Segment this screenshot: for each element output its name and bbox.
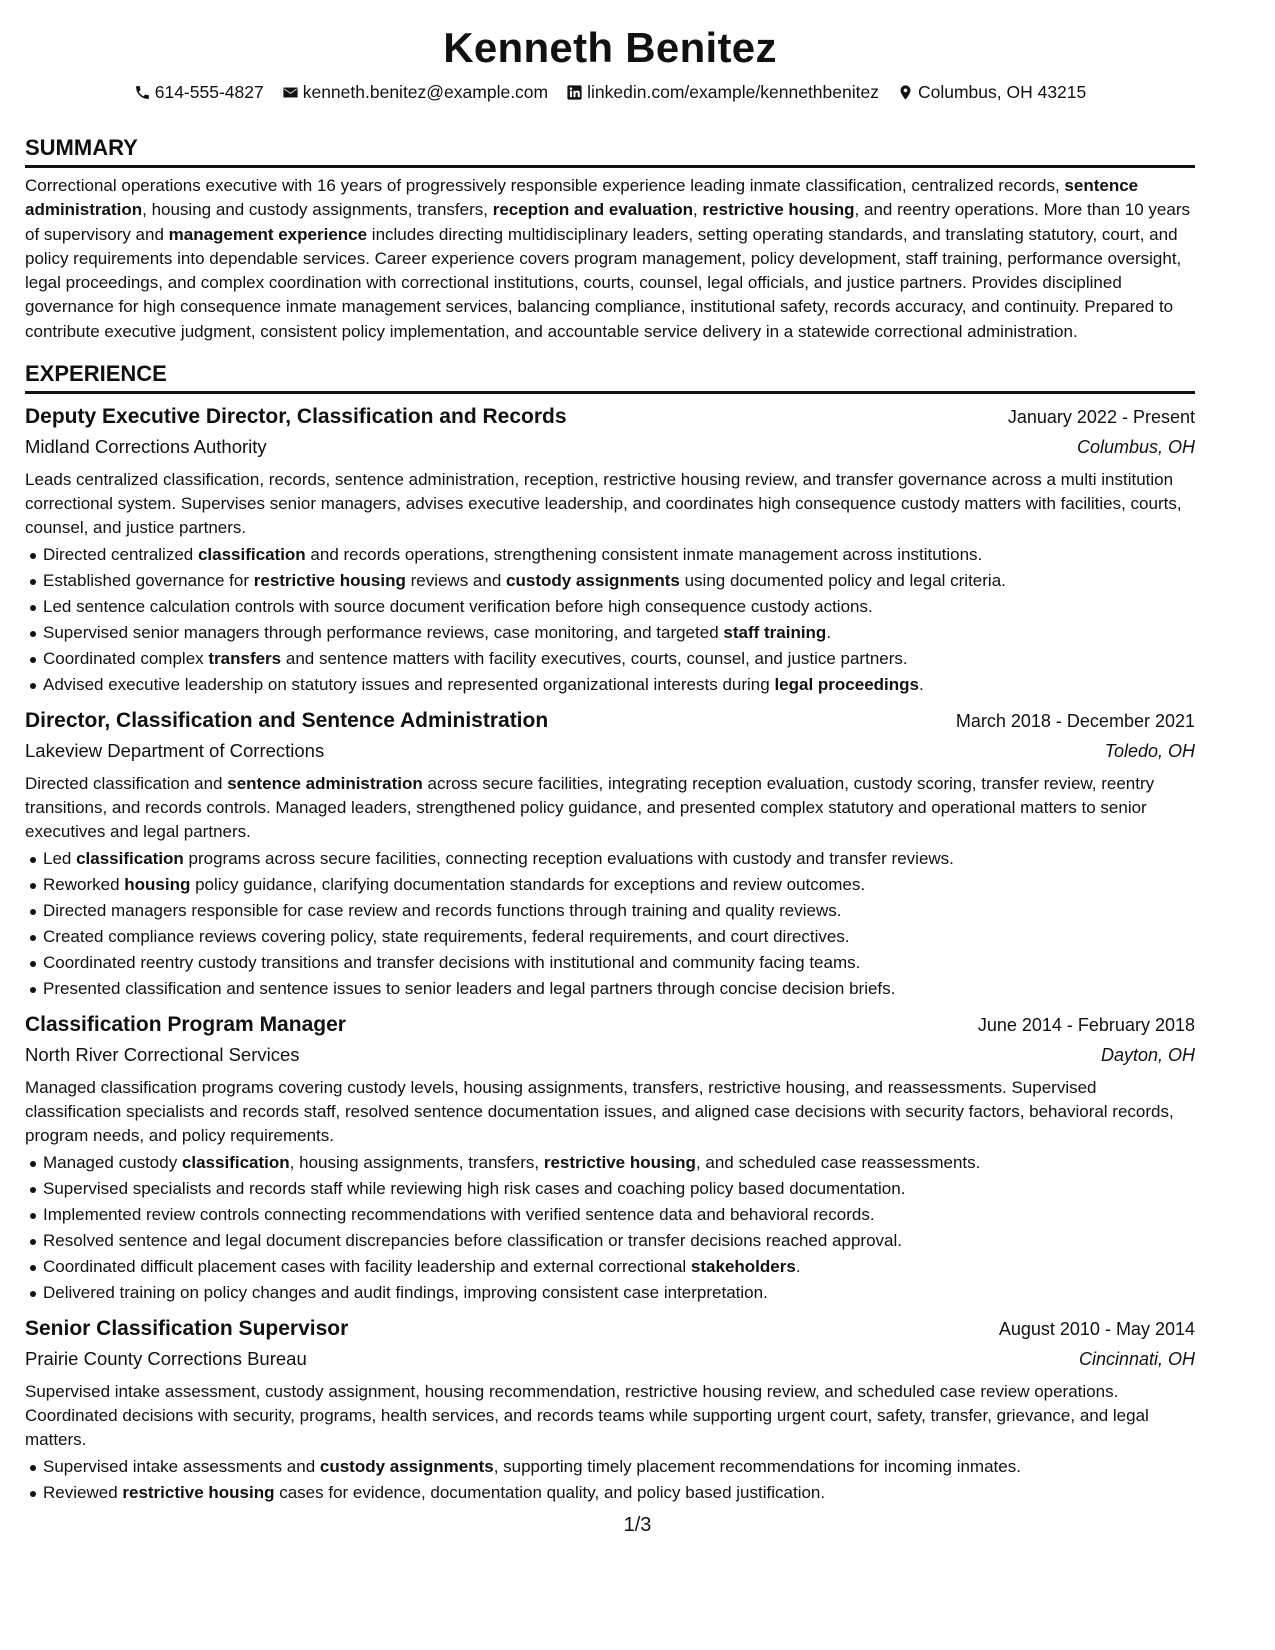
job-entry xyxy=(25,1010,1195,1306)
summary-text: Correctional operations executive with 16 years of progressively responsible experience leading inmate classification, centralized records, sentence administration, housing and custody assignments, transfers, reception and evaluation, restrictive housing, and reentry operations. More than 10 years of supervisory and management experience includes directing multidisciplinary leaders, setting operating standards, and translating statutory, court, and policy requirements into dependable services. Career experience covers program management, policy development, staff training, performance oversight, legal proceedings, and complex coordination with correctional institutions, courts, counsel, legal officials, and justice partners. Provides disciplined governance for high consequence inmate management services, balancing compliance, institutional safety, records accuracy, and continuity. Prepared to contribute executive judgment, consistent policy implementation, and accountable service delivery in a statewide correctional administration. xyxy=(25,176,1190,341)
bold-keyword: legal proceedings xyxy=(774,675,919,695)
job-location: Cincinnati, OH xyxy=(1078,1349,1195,1370)
job-title: Deputy Executive Director, Classification and Records xyxy=(25,405,567,429)
bold-keyword: custody assignments xyxy=(319,1457,494,1477)
achievement-item: Created compliance reviews covering policy, state requirements, federal requirements, and court directives. xyxy=(43,924,1195,950)
bold-keyword: sentence administration xyxy=(227,774,423,794)
bold-keyword: reception and evaluation xyxy=(492,200,693,220)
bold-keyword: classification xyxy=(197,545,306,565)
job-header xyxy=(25,1010,1195,1040)
bold-keyword: restrictive housing xyxy=(253,571,406,591)
contact-phone xyxy=(134,80,264,104)
job-title: Senior Classification Supervisor xyxy=(25,1317,349,1341)
company-name: North River Correctional Services xyxy=(25,1044,300,1066)
job-location: Toledo, OH xyxy=(1104,741,1195,762)
achievement-item: Advised executive leadership on statutory issues and represented organizational interests during legal proceedings. xyxy=(43,672,1195,698)
contact-email xyxy=(282,80,548,104)
job-header xyxy=(25,706,1195,736)
achievement-item: Presented classification and sentence issues to senior leaders and legal partners through concise decision briefs. xyxy=(43,976,1195,1002)
summary-heading: SUMMARY xyxy=(25,134,1195,168)
achievement-item: Established governance for restrictive housing reviews and custody assignments using documented policy and legal criteria. xyxy=(43,568,1195,594)
achievement-item: Supervised intake assessments and custody assignments, supporting timely placement recommendations for incoming inmates. xyxy=(43,1454,1195,1480)
linkedin-icon xyxy=(566,84,583,101)
achievement-item: Coordinated complex transfers and sentence matters with facility executives, courts, counsel, and justice partners. xyxy=(43,646,1195,672)
company-name: Lakeview Department of Corrections xyxy=(25,740,325,762)
bold-keyword: transfers xyxy=(208,649,282,669)
job-description: Managed classification programs covering custody levels, housing assignments, transfers, restrictive housing, and reassessments. Supervised classification specialists and records staff, resolved sentence documentation issues, and aligned case decisions with security factors, behavioral records, program needs, and policy requirements. xyxy=(25,1078,1174,1146)
job-title: Director, Classification and Sentence Administration xyxy=(25,709,549,733)
bold-keyword: classification xyxy=(181,1153,290,1173)
job-subheader xyxy=(25,432,1195,462)
job-dates: June 2014 - February 2018 xyxy=(977,1015,1195,1036)
bold-keyword: classification xyxy=(76,849,184,869)
email-address[interactable]: kenneth.benitez@example.com xyxy=(302,82,549,102)
job-dates: August 2010 - May 2014 xyxy=(998,1319,1195,1340)
achievement-item: Supervised senior managers through performance reviews, case monitoring, and targeted staff training. xyxy=(43,620,1195,646)
job-entry xyxy=(25,402,1195,698)
summary-section xyxy=(25,134,1195,344)
achievement-item: Directed centralized classification and records operations, strengthening consistent inmate management across institutions. xyxy=(43,542,1195,568)
achievement-item: Implemented review controls connecting recommendations with verified sentence data and behavioral records. xyxy=(43,1202,1195,1228)
envelope-icon xyxy=(282,84,299,101)
contact-linkedin xyxy=(566,80,879,104)
job-subheader xyxy=(25,1344,1195,1374)
bold-keyword: staff training xyxy=(723,623,827,643)
bold-keyword: restrictive housing xyxy=(702,200,855,220)
company-name: Midland Corrections Authority xyxy=(25,436,267,458)
experience-heading: EXPERIENCE xyxy=(25,360,1195,394)
achievement-item: Managed custody classification, housing assignments, transfers, restrictive housing, and scheduled case reassessments. xyxy=(43,1150,1195,1176)
phone-number[interactable]: 614-555-4827 xyxy=(154,82,264,102)
job-entry xyxy=(25,1314,1195,1506)
achievement-list xyxy=(25,846,1195,1002)
experience-section xyxy=(25,360,1195,1506)
job-location: Columbus, OH xyxy=(1076,437,1195,458)
contact-bar xyxy=(25,80,1195,104)
achievement-item: Led sentence calculation controls with source document verification before high consequence custody actions. xyxy=(43,594,1195,620)
company-name: Prairie County Corrections Bureau xyxy=(25,1348,307,1370)
achievement-list xyxy=(25,542,1195,698)
job-location: Dayton, OH xyxy=(1100,1045,1195,1066)
bold-keyword: housing xyxy=(124,875,191,895)
bold-keyword: sentence administration xyxy=(25,176,1139,220)
bold-keyword: restrictive housing xyxy=(543,1153,696,1173)
achievement-item: Led classification programs across secure facilities, connecting reception evaluations with custody and transfer reviews. xyxy=(43,846,1195,872)
phone-icon xyxy=(134,84,151,101)
achievement-item: Reviewed restrictive housing cases for evidence, documentation quality, and policy based justification. xyxy=(43,1480,1195,1506)
achievement-list xyxy=(25,1150,1195,1306)
bold-keyword: custody assignments xyxy=(506,571,680,591)
job-description: Supervised intake assessment, custody assignment, housing recommendation, restrictive housing review, and scheduled case review operations. Coordinated decisions with security, programs, health services, and records teams while supporting urgent court, safety, transfer, grievance, and legal matters. xyxy=(25,1382,1149,1450)
bold-keyword: restrictive housing xyxy=(122,1483,275,1503)
job-dates: January 2022 - Present xyxy=(1007,407,1195,428)
achievement-item: Supervised specialists and records staff while reviewing high risk cases and coaching policy based documentation. xyxy=(43,1176,1195,1202)
contact-location xyxy=(897,80,1086,104)
linkedin-url[interactable]: linkedin.com/example/kennethbenitez xyxy=(587,82,879,102)
job-header xyxy=(25,1314,1195,1344)
job-dates: March 2018 - December 2021 xyxy=(955,711,1195,732)
candidate-name: Kenneth Benitez xyxy=(443,24,777,71)
job-list xyxy=(25,402,1195,1506)
page-number: 1/3 xyxy=(623,1514,652,1536)
job-description: Leads centralized classification, records, sentence administration, reception, restrictive housing review, and transfer governance across a multi institution correctional system. Supervises senior managers, advises executive leadership, and coordinates high consequence custody matters with facilities, courts, counsel, and justice partners. xyxy=(25,470,1182,538)
achievement-item: Coordinated reentry custody transitions and transfer decisions with institutional and community facing teams. xyxy=(43,950,1195,976)
job-entry xyxy=(25,706,1195,1002)
bold-keyword: management experience xyxy=(168,224,368,244)
location-pin-icon xyxy=(897,84,914,101)
job-subheader xyxy=(25,736,1195,766)
job-subheader xyxy=(25,1040,1195,1070)
achievement-list xyxy=(25,1454,1195,1506)
bold-keyword: stakeholders xyxy=(690,1257,796,1277)
achievement-item: Directed managers responsible for case review and records functions through training and quality reviews. xyxy=(43,898,1195,924)
achievement-item: Reworked housing policy guidance, clarifying documentation standards for exceptions and review outcomes. xyxy=(43,872,1195,898)
job-header xyxy=(25,402,1195,432)
job-description: Directed classification and sentence administration across secure facilities, integrating reception evaluation, custody scoring, transfer review, reentry transitions, and records controls. Managed leaders, strengthened policy guidance, and presented complex statutory and operational matters to senior executives and legal partners. xyxy=(25,774,1155,842)
achievement-item: Resolved sentence and legal document discrepancies before classification or transfer decisions reached approval. xyxy=(43,1228,1195,1254)
location-text: Columbus, OH 43215 xyxy=(917,82,1087,102)
achievement-item: Coordinated difficult placement cases with facility leadership and external correctional stakeholders. xyxy=(43,1254,1195,1280)
achievement-item: Delivered training on policy changes and audit findings, improving consistent case interpretation. xyxy=(43,1280,1195,1306)
job-title: Classification Program Manager xyxy=(25,1013,346,1037)
